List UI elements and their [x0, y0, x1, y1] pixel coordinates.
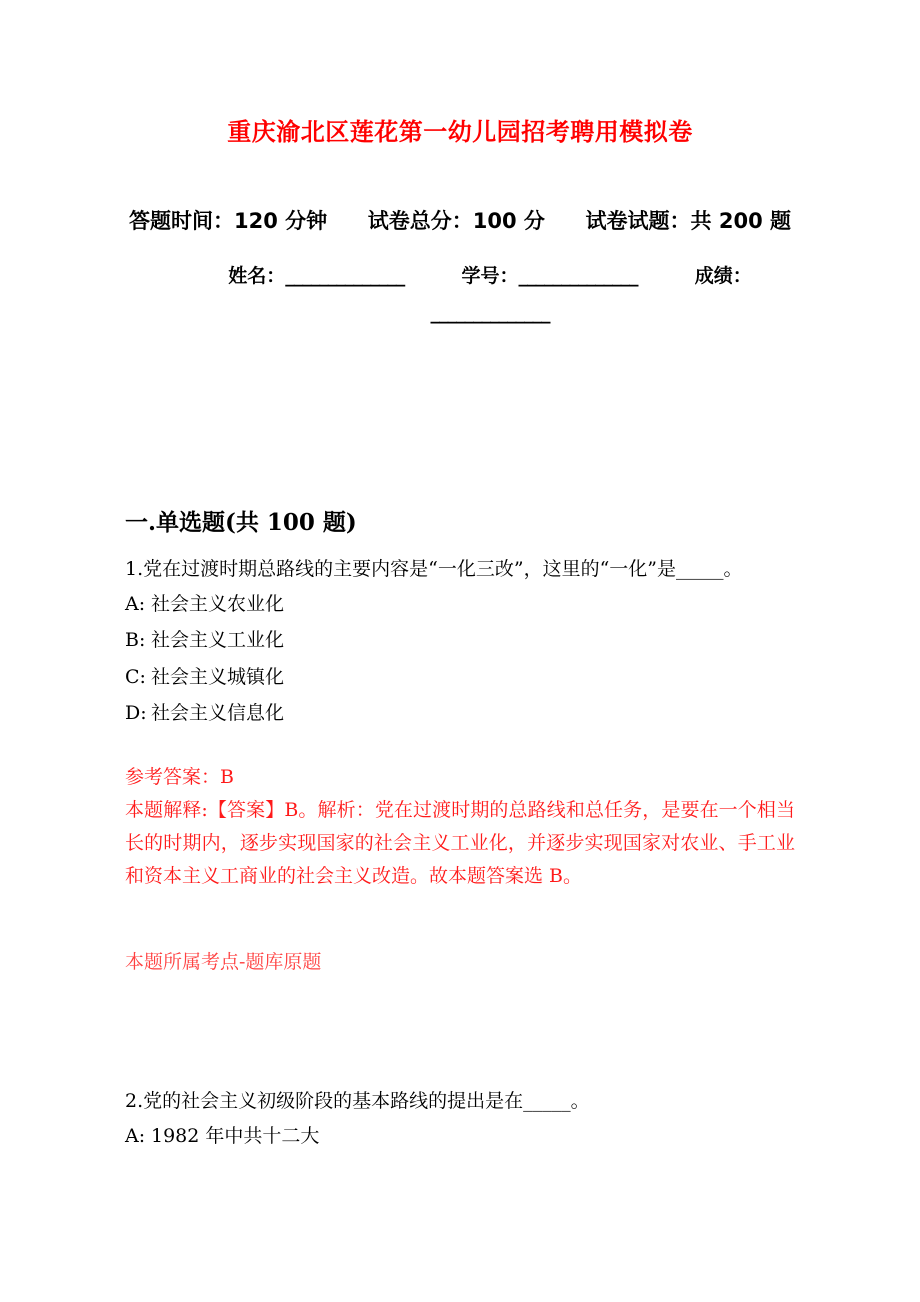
score-input-rule[interactable]: ______________ [430, 301, 550, 324]
question-1-option-d[interactable] [125, 695, 795, 731]
question-2-stem [125, 1085, 795, 1118]
question-2-number: 2. [125, 1089, 144, 1112]
option-a-key: A: [125, 1125, 146, 1148]
option-a-text: 1982 年中共十二大 [151, 1125, 320, 1148]
question-1-option-b[interactable] [125, 622, 795, 658]
name-input-rule[interactable]: ______________ [285, 264, 405, 287]
question-1-answer: 参考答案：B [125, 765, 234, 788]
question-1-explanation: 本题解释:【答案】B。解析：党在过渡时期的总路线和总任务，是要在一个相当长的时期内，逐步实现国家的社会主义工业化，并逐步实现国家对农业、手工业和资本主义工商业的社会主义改造。故本题答案选 B。 [125, 798, 795, 888]
option-d-key: D: [125, 701, 147, 724]
student-id-input-rule[interactable]: ______________ [518, 264, 638, 287]
exam-total-score: 试卷总分：100 分 [367, 208, 545, 233]
question-2-option-a[interactable] [125, 1118, 795, 1154]
option-b-text: 社会主义工业化 [151, 629, 285, 652]
exam-meta-line [125, 147, 795, 235]
question-1-number: 1. [125, 558, 144, 581]
candidate-fields-line [125, 235, 795, 332]
option-a-text: 社会主义农业化 [151, 593, 285, 616]
option-b-key: B: [125, 629, 146, 652]
question-1-option-a[interactable] [125, 586, 795, 622]
question-1-stem [125, 553, 795, 586]
question-1-answer-block [125, 731, 795, 979]
option-a-key: A: [125, 593, 146, 616]
option-c-key: C: [125, 665, 146, 688]
score-label: 成绩： [694, 264, 752, 287]
question-1-option-c[interactable] [125, 659, 795, 695]
question-1-knowledge-point: 本题所属考点-题库原题 [125, 950, 322, 973]
question-1-text: 党在过渡时期总路线的主要内容是“一化三改”，这里的“一化”是_____。 [143, 558, 743, 581]
question-2-text: 党的社会主义初级阶段的基本路线的提出是在_____。 [143, 1089, 590, 1112]
question-1 [125, 539, 795, 731]
page-title: 重庆渝北区莲花第一幼儿园招考聘用模拟卷 [227, 118, 693, 146]
name-label: 姓名： [228, 264, 286, 287]
option-d-text: 社会主义信息化 [151, 701, 285, 724]
exam-duration: 答题时间：120 分钟 [128, 208, 328, 233]
question-2 [125, 979, 795, 1154]
exam-question-count: 试卷试题：共 200 题 [585, 208, 792, 233]
student-id-label: 学号： [461, 264, 519, 287]
option-c-text: 社会主义城镇化 [151, 665, 285, 688]
section-heading-single-choice: 一.单选题(共 100 题) [125, 508, 357, 536]
